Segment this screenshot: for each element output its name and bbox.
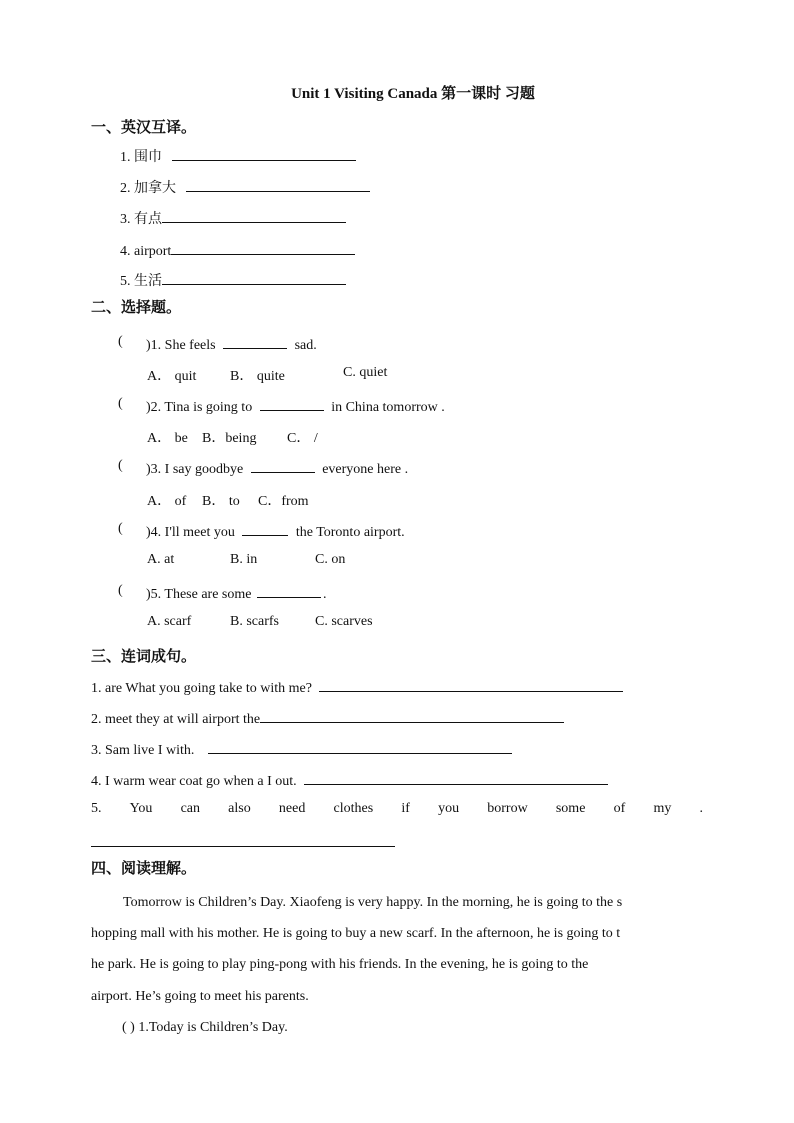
translate-item-4: 4. airport [120,240,355,260]
answer-paren[interactable]: ( [118,583,123,598]
option-a[interactable]: A. at [147,552,175,567]
answer-blank[interactable] [171,240,355,255]
option-a[interactable]: A． be [147,431,188,446]
option-a[interactable]: A. scarf [147,614,192,629]
answer-blank[interactable] [251,458,315,473]
section-heading-translation: 一、英汉互译。 [91,118,197,136]
reading-passage-line: Tomorrow is Children’s Day. Xiaofeng is very happy. In the morning, he is going to the s [123,895,623,910]
option-b[interactable]: B. in [230,552,258,567]
answer-blank[interactable] [186,177,370,192]
choice-question-2: )2. Tina is going to in China tomorrow . [146,396,445,416]
answer-blank[interactable] [260,708,564,723]
word-order-item-5: 5. You can also need clothes if you borrow some of my . [91,801,703,816]
choice-question-4: )4. I'll meet you the Toronto airport. [146,521,405,541]
answer-blank[interactable] [162,270,346,285]
option-c[interactable]: C． / [287,431,318,446]
reading-passage-line: he park. He is going to play ping-pong with his friends. In the evening, he is going to the [91,957,589,972]
translate-item-1: 1. 围巾 [120,146,356,166]
translate-item-2: 2. 加拿大 [120,177,370,197]
option-c[interactable]: C. scarves [315,614,373,629]
choice-question-3: )3. I say goodbye everyone here . [146,458,408,478]
option-c[interactable]: C. on [315,552,346,567]
option-b[interactable]: B． to [202,494,240,509]
choice-question-1: )1. She feels sad. [146,334,317,354]
reading-passage-line: hopping mall with his mother. He is going to buy a new scarf. In the afternoon, he is going to t [91,926,621,941]
word-order-item-2: 2. meet they at will airport the [91,708,564,728]
answer-blank[interactable] [223,334,287,349]
answer-blank[interactable] [91,846,395,847]
section-heading-choice: 二、选择题。 [91,298,182,316]
answer-blank[interactable] [242,521,288,536]
option-a[interactable]: A． of [147,494,187,509]
word-order-item-4: 4. I warm wear coat go when a I out. [91,770,608,790]
answer-blank[interactable] [162,208,346,223]
answer-paren[interactable]: ( [118,334,123,349]
option-a[interactable]: A． quit [147,369,197,384]
answer-paren[interactable]: ( [118,396,123,411]
answer-blank[interactable] [208,739,512,754]
option-b[interactable]: B. scarfs [230,614,279,629]
reading-passage-line: airport. He’s going to meet his parents. [91,989,309,1004]
answer-blank[interactable] [319,677,623,692]
option-b[interactable]: B．being [202,431,257,446]
answer-blank[interactable] [260,396,324,411]
word-order-item-3: 3. Sam live I with. [91,739,512,759]
answer-blank[interactable] [304,770,608,785]
choice-question-5: )5. These are some . [146,583,326,603]
option-c[interactable]: C. quiet [343,365,388,380]
section-heading-word-order: 三、连词成句。 [91,647,197,665]
option-c[interactable]: C．from [258,494,309,509]
translate-item-3: 3. 有点 [120,208,346,228]
answer-blank[interactable] [172,146,356,161]
page-title: Unit 1 Visiting Canada 第一课时 习题 [291,86,535,102]
answer-blank[interactable] [257,583,321,598]
section-heading-reading: 四、阅读理解。 [91,859,197,877]
word-order-item-1: 1. are What you going take to with me? [91,677,623,697]
answer-paren[interactable]: ( [118,521,123,536]
translate-item-5: 5. 生活 [120,270,346,290]
answer-paren[interactable]: ( [118,458,123,473]
option-b[interactable]: B． quite [230,369,285,384]
reading-question-1[interactable]: ( ) 1.Today is Children’s Day. [122,1020,288,1035]
